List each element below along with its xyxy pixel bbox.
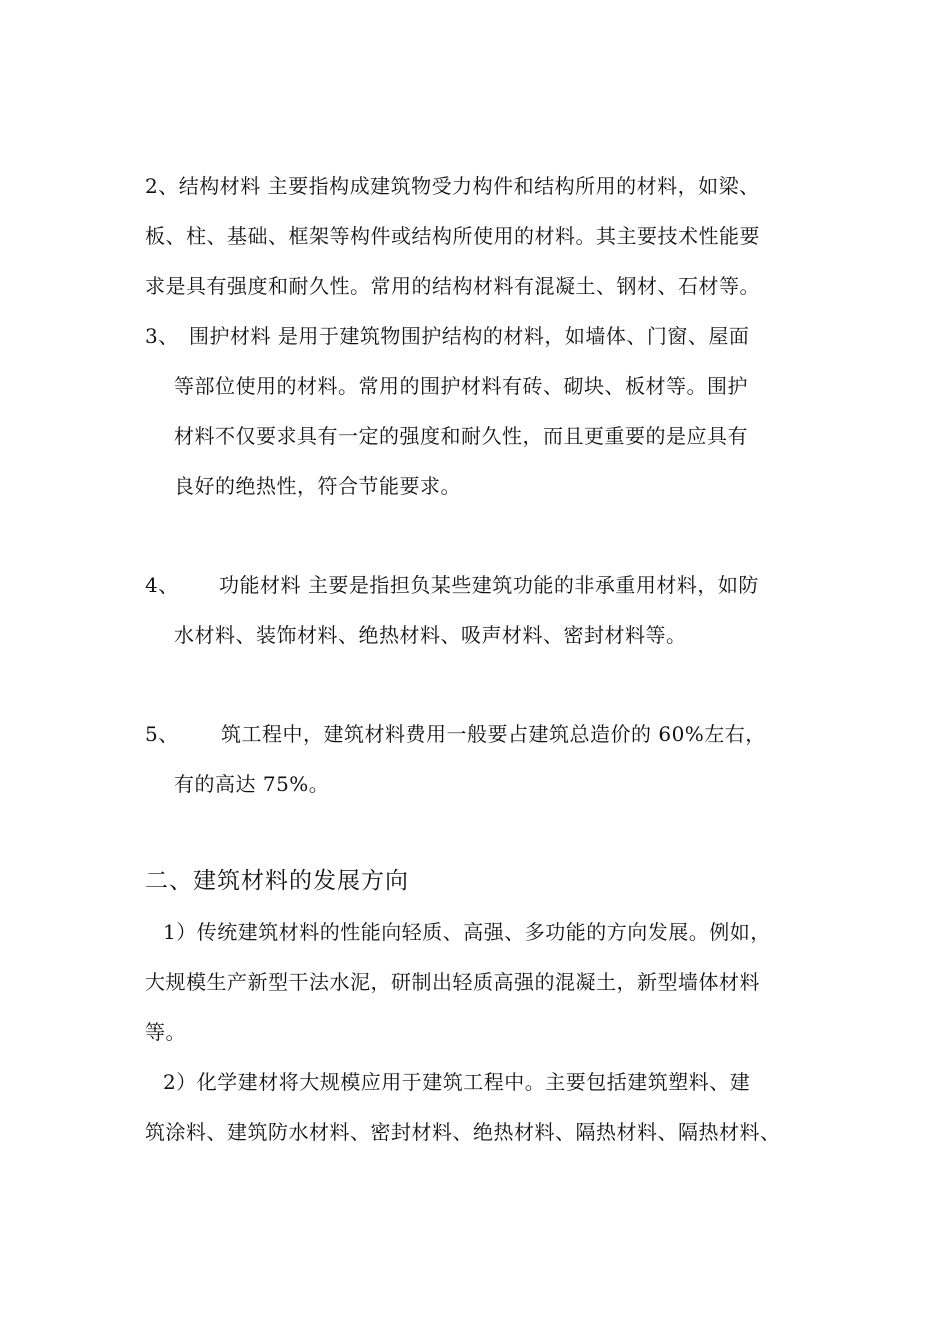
item-3-line-2: 等部位使用的材料。常用的围护材料有砖、砌块、板材等。围护: [174, 374, 748, 398]
point-1-line-2: 大规模生产新型干法水泥，研制出轻质高强的混凝土，新型墙体材料: [145, 970, 760, 994]
item-3-line-4: 良好的绝热性，符合节能要求。: [174, 474, 461, 498]
item-3-line-3: 材料不仅要求具有一定的强度和耐久性，而且更重要的是应具有: [174, 424, 748, 448]
item-5-line-1: [145, 720, 766, 748]
item-4-line-2: 水材料、装饰材料、绝热材料、吸声材料、密封材料等。: [174, 623, 687, 647]
item-4-text: 功能材料 主要是指担负某些建筑功能的非承重用材料，如防: [219, 573, 759, 597]
item-2-line-3: 求是具有强度和耐久性。常用的结构材料有混凝土、钢材、石材等。: [145, 274, 760, 298]
item-4-number: 4、: [145, 573, 179, 597]
item-3-text: 围护材料 是用于建筑物围护结构的材料，如墙体、门窗、屋面: [189, 324, 750, 348]
item-3-number: 3、: [145, 324, 179, 348]
item-2-line-2: 板、柱、基础、框架等构件或结构所使用的材料。其主要技术性能要: [145, 224, 760, 248]
point-2-line-1: 2）化学建材将大规模应用于建筑工程中。主要包括建筑塑料、建: [163, 1070, 751, 1094]
item-3-line-1: [145, 322, 749, 350]
item-2-line-1: 2、结构材料 主要指构成建筑物受力构件和结构所用的材料，如梁、: [145, 174, 760, 198]
item-5-text: 筑工程中，建筑材料费用一般要占建筑总造价的 60%左右，: [221, 722, 766, 746]
item-4-line-1: [145, 571, 759, 599]
item-5-line-2: 有的高达 75%。: [174, 772, 330, 796]
section-2-heading: 二、建筑材料的发展方向: [145, 868, 409, 894]
point-1-line-1: 1）传统建筑材料的性能向轻质、高强、多功能的方向发展。例如，: [163, 920, 771, 944]
point-2-line-2: 筑涂料、建筑防水材料、密封材料、绝热材料、隔热材料、隔热材料、: [145, 1120, 781, 1144]
item-5-number: 5、: [145, 722, 179, 746]
point-1-line-3: 等。: [145, 1020, 186, 1044]
